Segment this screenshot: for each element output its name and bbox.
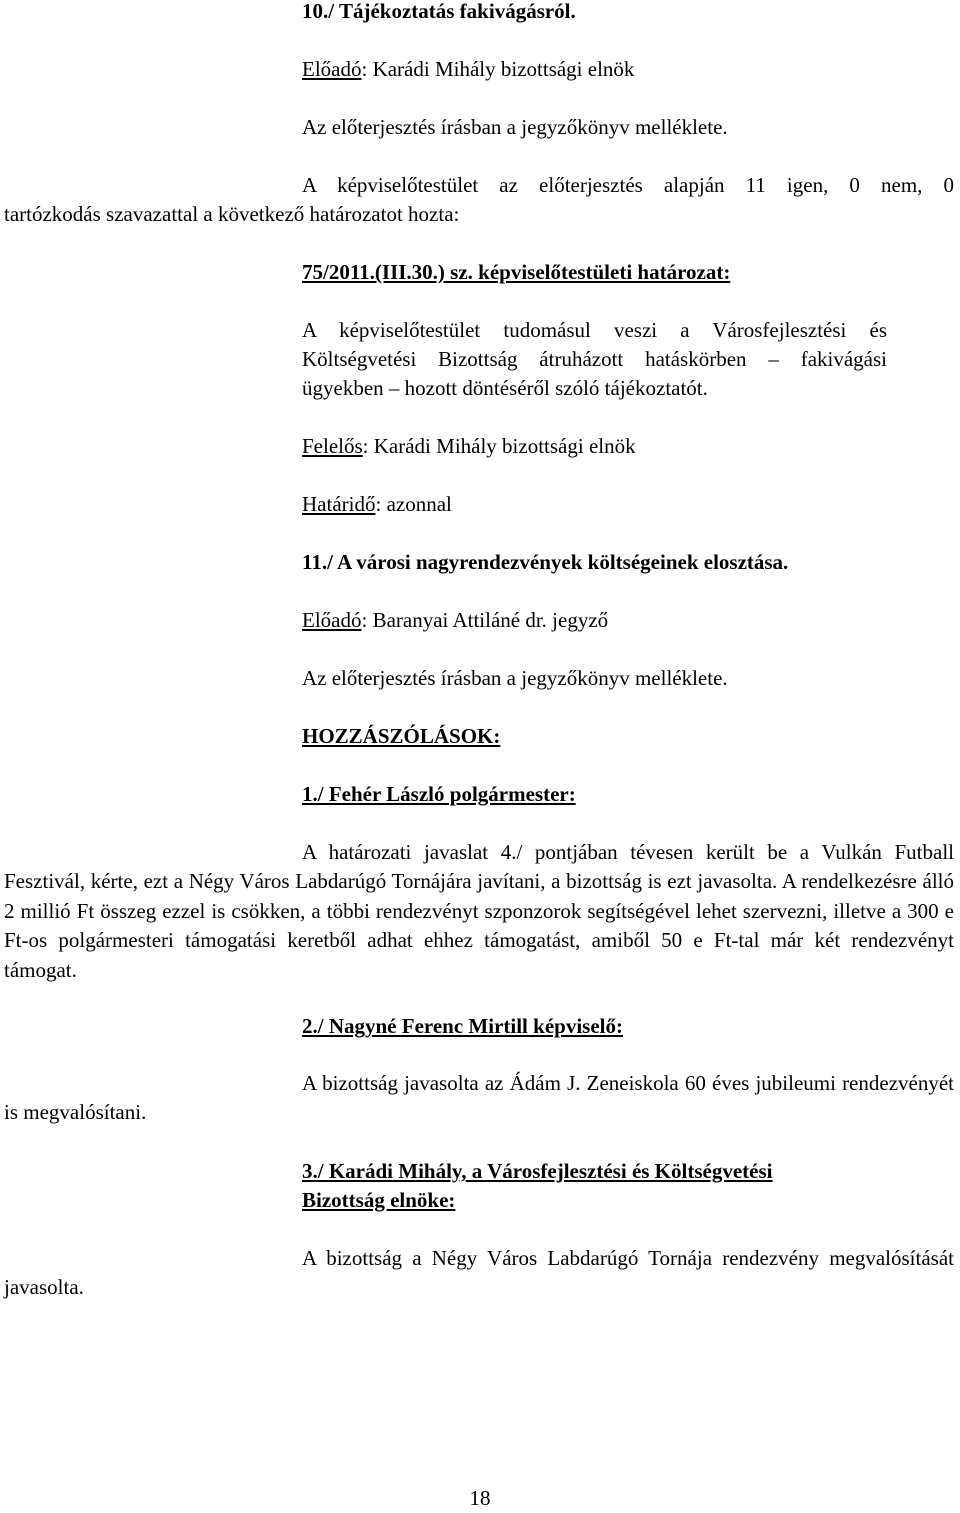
item10-presenter (302, 55, 634, 84)
comment-3-text: A bizottság a Négy Város Labdarúgó Tornája rendezvény megvalósítását javasolta. (4, 1246, 954, 1300)
comment-2-speaker: 2./ Nagyné Ferenc Mirtill képviselő: (302, 1014, 623, 1038)
resolution-heading: 75/2011.(III.30.) sz. képviselőtestületi határozat: (302, 260, 731, 284)
item10-attachment-note: Az előterjesztés írásban a jegyzőkönyv melléklete. (302, 115, 728, 139)
resolution-line3: ügyekben – hozott döntéséről szóló tájékoztatót. (302, 376, 708, 400)
comment-1-speaker: 1./ Fehér László polgármester: (302, 782, 576, 806)
presenter-value: : Karádi Mihály bizottsági elnök (361, 57, 635, 81)
item10-vote-line2: tartózkodás szavazattal a következő határozatot hozta: (4, 202, 460, 226)
speaker-line2-text: Bizottság elnöke: (302, 1188, 456, 1212)
presenter-label: Előadó (302, 608, 362, 632)
comment-1-text: A határozati javaslat 4./ pontjában tévesen került be a Vulkán Futball Fesztivál, kérte, ezt a Négy Város Labdarúgó Tornájára javítani, a bizottság is ezt javasolta. A rendelkezésre álló 2 millió Ft összeg ezzel is csökken, a többi rendezvényt szponzorok segítségével lehet szervezni, illetve a 300 e Ft-os polgármesteri támogatási keretből adhat ehhez támogatást, amiből 50 e Ft-tal már két rendezvényt támogat. (4, 840, 954, 982)
responsible (302, 432, 636, 461)
presenter-label: Előadó (302, 57, 362, 81)
deadline-label: Határidő (302, 492, 376, 516)
item11-title: 11./ A városi nagyrendezvények költségeinek elosztása. (302, 550, 789, 574)
comment-2-text: A bizottság javasolta az Ádám J. Zeneiskola 60 éves jubileumi rendezvényét is megvalósítani. (4, 1071, 954, 1125)
responsible-label: Felelős (302, 434, 363, 458)
resolution-line1: A képviselőtestület tudomásul veszi a Városfejlesztési és (302, 318, 887, 342)
item11-presenter (302, 606, 608, 635)
comments-heading: HOZZÁSZÓLÁSOK: (302, 724, 501, 748)
presenter-value: : Baranyai Attiláné dr. jegyző (361, 608, 609, 632)
page-number: 18 (469, 1486, 491, 1510)
resolution-line2: Költségvetési Bizottság átruházott hatáskörben – fakivágási (302, 347, 887, 371)
deadline-value: : azonnal (375, 492, 452, 516)
item10-title: 10./ Tájékoztatás fakivágásról. (302, 0, 576, 23)
item10-vote-line1: A képviselőtestület az előterjesztés alapján 11 igen, 0 nem, 0 (302, 173, 954, 197)
deadline (302, 490, 452, 519)
comment-3-speaker-line2 (302, 1186, 495, 1215)
item11-attachment-note: Az előterjesztés írásban a jegyzőkönyv melléklete. (302, 666, 728, 690)
comment-3-speaker-line1: 3./ Karádi Mihály, a Városfejlesztési és Költségvetési (302, 1159, 773, 1183)
responsible-value: : Karádi Mihály bizottsági elnök (362, 434, 636, 458)
